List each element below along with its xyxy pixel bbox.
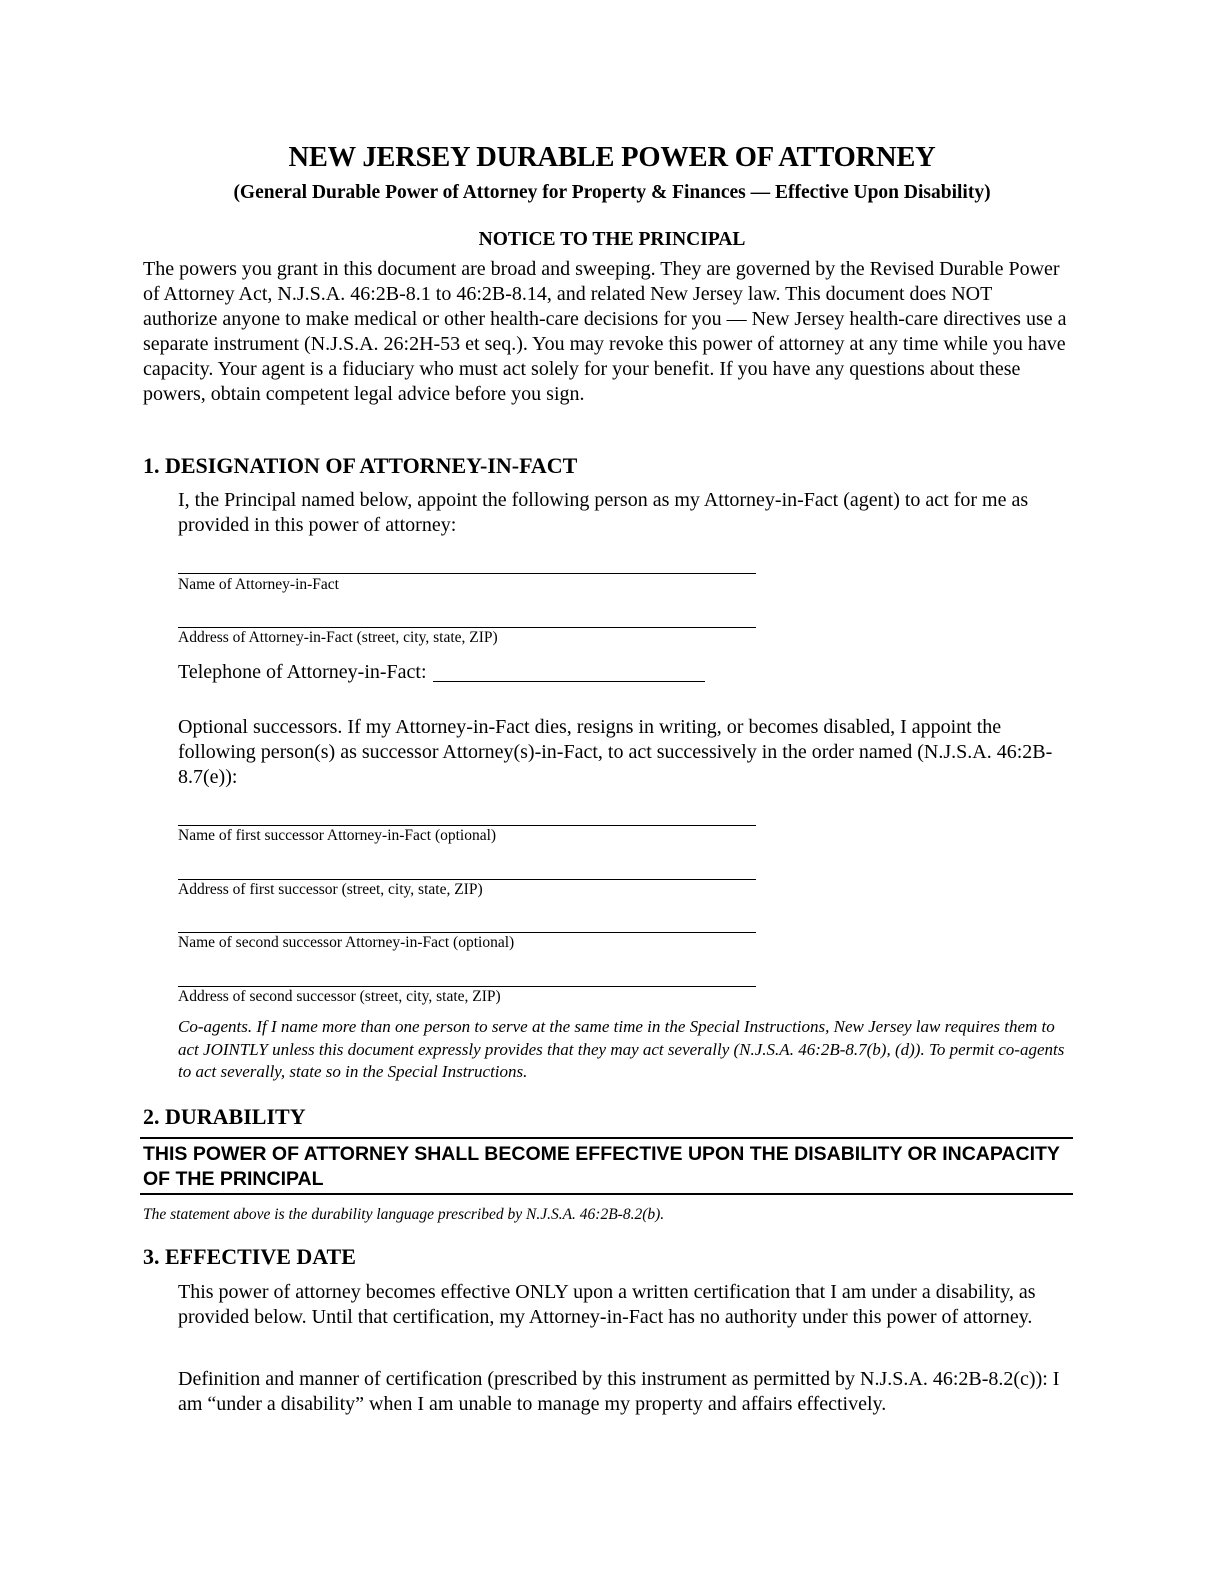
- attorney-address-line[interactable]: [178, 627, 756, 628]
- durability-statement: THIS POWER OF ATTORNEY SHALL BECOME EFFECTIVE UPON THE DISABILITY OR INCAPACITY OF THE PRINCIPAL: [143, 1143, 1060, 1190]
- second-successor-name-label: Name of second successor Attorney-in-Fact (optional): [178, 934, 515, 951]
- section-1-intro: I, the Principal named below, appoint the following person as my Attorney-in-Fact (agent) to act for me as provided in this power of attorney:: [178, 489, 1029, 536]
- notice-body: The powers you grant in this document are broad and sweeping. They are governed by the Revised Durable Power of Attorney Act, N.J.S.A. 46:2B-8.1 to 46:2B-8.14, and related New Jersey law. This document does NOT authorize anyone to make medical or other health-care decisions for you — New Jersey health-care directives use a separate instrument (N.J.S.A. 26:2H-53 et seq.). You may revoke this power of attorney at any time while you have capacity. Your agent is a fiduciary who must act solely for your benefit. If you have any questions about these powers, obtain competent legal advice before you sign.: [143, 258, 1067, 405]
- section-3-heading: 3. EFFECTIVE DATE: [143, 1244, 356, 1269]
- section-1-heading: 1. DESIGNATION OF ATTORNEY-IN-FACT: [143, 453, 578, 478]
- attorney-telephone-label: Telephone of Attorney-in-Fact:: [178, 661, 427, 683]
- attorney-name-label: Name of Attorney-in-Fact: [178, 576, 339, 593]
- attorney-address-label: Address of Attorney-in-Fact (street, city, state, ZIP): [178, 629, 498, 646]
- second-successor-address-line[interactable]: [178, 986, 756, 987]
- second-successor-address-label: Address of second successor (street, city, state, ZIP): [178, 988, 501, 1005]
- second-successor-name-line[interactable]: [178, 932, 756, 933]
- durability-top-rule: [140, 1137, 1073, 1139]
- durability-bottom-rule: [140, 1193, 1073, 1195]
- first-successor-name-line[interactable]: [178, 825, 756, 826]
- coagents-note: Co-agents. If I name more than one person to serve at the same time in the Special Instructions, New Jersey law requires them to act JOINTLY unless this document expressly provides that they may act severally (N.J.S.A. 46:2B-8.7(b), (d)). To permit co-agents to act severally, state so in the Special Instructions.: [178, 1017, 1065, 1081]
- first-successor-address-line[interactable]: [178, 879, 756, 880]
- attorney-telephone-line[interactable]: [433, 661, 705, 682]
- effective-date-para-2: Definition and manner of certification (prescribed by this instrument as permitted by N.J.S.A. 46:2B-8.2(c)): I am “under a disability” when I am unable to manage my property and affairs effectively.: [178, 1368, 1060, 1415]
- notice-heading: NOTICE TO THE PRINCIPAL: [478, 229, 746, 250]
- durability-note: The statement above is the durability language prescribed by N.J.S.A. 46:2B-8.2(b).: [143, 1206, 665, 1223]
- document-title: NEW JERSEY DURABLE POWER OF ATTORNEY: [288, 142, 936, 173]
- successors-intro: Optional successors. If my Attorney-in-Fact dies, resigns in writing, or becomes disabled, I appoint the following person(s) as successor Attorney(s)-in-Fact, to act successively in the order named (N.J.S.A. 46:2B-8.7(e)):: [178, 716, 1053, 788]
- attorney-telephone-row: [178, 657, 705, 684]
- first-successor-name-label: Name of first successor Attorney-in-Fact (optional): [178, 827, 497, 844]
- document-subtitle: (General Durable Power of Attorney for Property & Finances — Effective Upon Disability): [233, 182, 991, 203]
- section-2-heading: 2. DURABILITY: [143, 1104, 306, 1129]
- attorney-name-line[interactable]: [178, 573, 756, 574]
- effective-date-para-1: This power of attorney becomes effective ONLY upon a written certification that I am under a disability, as provided below. Until that certification, my Attorney-in-Fact has no authority under this power of attorney.: [178, 1281, 1036, 1328]
- first-successor-address-label: Address of first successor (street, city, state, ZIP): [178, 881, 483, 898]
